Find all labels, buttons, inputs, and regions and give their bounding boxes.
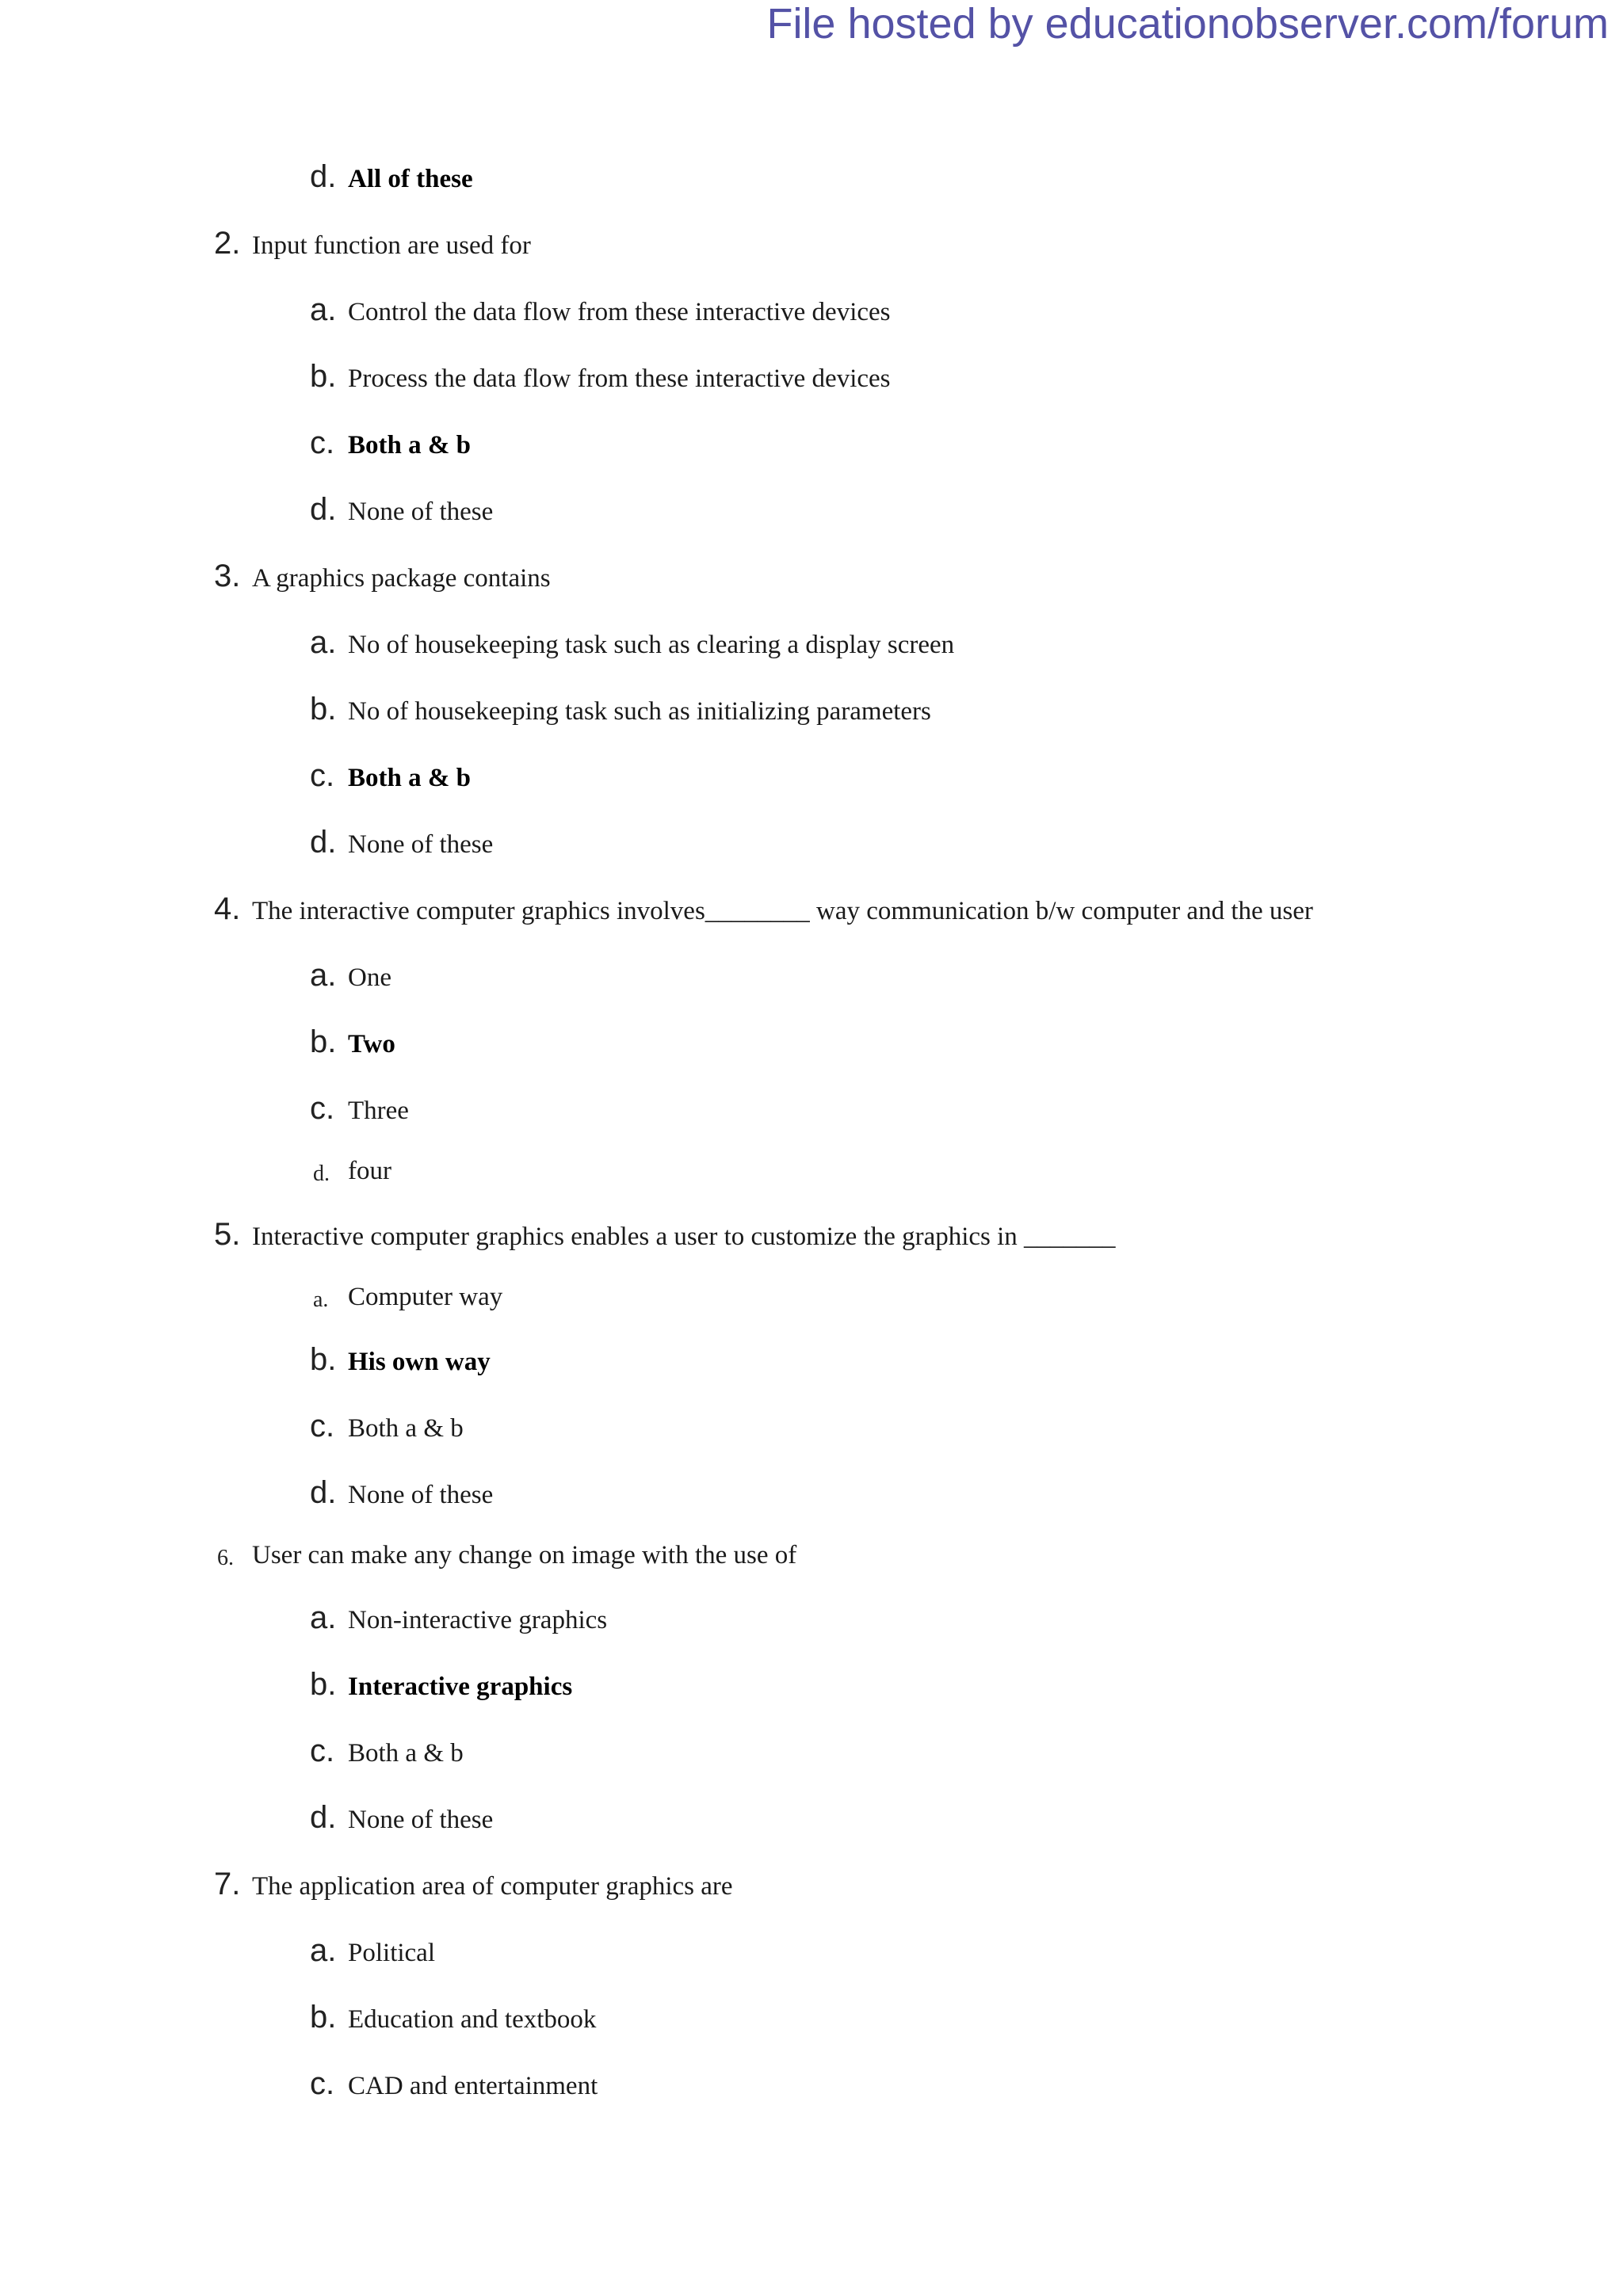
option-line (310, 758, 471, 794)
option-text: No of housekeeping task such as initializing parameters (348, 697, 931, 726)
option-text: No of housekeeping task such as clearing a display screen (348, 631, 955, 659)
question-text: Input function are used for (252, 231, 531, 260)
option-text: Education and textbook (348, 2005, 597, 2034)
watermark-text: File hosted by educationobserver.com/forum (766, 0, 1609, 48)
option-letter: c. (310, 2066, 335, 2101)
question-line (217, 1539, 797, 1571)
option-line (310, 359, 891, 395)
option-line (310, 625, 955, 661)
option-text: None of these (348, 1806, 494, 1834)
option-letter: c. (310, 1409, 335, 1444)
question-line (214, 559, 551, 594)
question-number: 5. (214, 1217, 241, 1252)
option-text: None of these (348, 498, 494, 526)
option-text: None of these (348, 830, 494, 859)
option-letter: b. (310, 692, 337, 727)
option-letter: a. (313, 1287, 329, 1312)
option-text: Non-interactive graphics (348, 1606, 608, 1634)
answer-option-text: His own way (348, 1348, 491, 1376)
option-line (310, 1475, 494, 1511)
option-line (313, 1155, 391, 1187)
option-line (310, 292, 891, 328)
option-line (310, 1024, 395, 1060)
option-line (310, 958, 391, 994)
option-line (310, 2066, 598, 2102)
question-line (214, 1867, 733, 1902)
question-line (214, 1217, 1116, 1253)
option-letter: a. (310, 292, 337, 327)
question-number: 7. (214, 1867, 241, 1901)
option-letter: a. (310, 625, 337, 660)
option-text: Both a & b (348, 1414, 464, 1443)
answer-option-text: All of these (348, 165, 473, 193)
option-line (310, 2000, 597, 2035)
option-text: Control the data flow from these interactive devices (348, 298, 891, 326)
question-line (214, 891, 1313, 927)
option-letter: c. (310, 425, 335, 460)
answer-option-text: Both a & b (348, 431, 471, 460)
option-letter: b. (310, 359, 337, 394)
option-line (310, 1667, 573, 1703)
option-line (310, 692, 931, 727)
answer-option-text: Both a & b (348, 764, 471, 792)
option-text: Political (348, 1939, 435, 1967)
option-text: Process the data flow from these interactive devices (348, 364, 891, 393)
option-letter: d. (310, 492, 337, 527)
option-text: Three (348, 1097, 409, 1125)
option-line (313, 1281, 503, 1313)
option-letter: a. (310, 958, 337, 993)
option-line (310, 1409, 464, 1444)
option-letter: c. (310, 758, 335, 793)
option-line (310, 1091, 409, 1127)
option-letter: c. (310, 1733, 335, 1768)
question-number: 6. (217, 1546, 234, 1570)
option-letter: d. (310, 1800, 337, 1835)
option-line (310, 1342, 491, 1378)
option-line (310, 1733, 464, 1769)
option-text: None of these (348, 1481, 494, 1509)
option-line (310, 825, 494, 860)
answer-option-text: Interactive graphics (348, 1672, 573, 1701)
question-text: The interactive computer graphics involves________ way communication b/w computer and the user (252, 897, 1313, 925)
option-letter: d. (310, 825, 337, 860)
option-letter: b. (310, 2000, 337, 2035)
question-text: The application area of computer graphics are (252, 1872, 733, 1901)
option-letter: b. (310, 1342, 337, 1377)
option-letter: b. (310, 1667, 337, 1702)
option-text: Computer way (348, 1283, 503, 1311)
option-line (310, 1600, 608, 1636)
option-text: One (348, 963, 391, 992)
question-line (214, 226, 531, 261)
answer-option-text: Two (348, 1030, 395, 1058)
option-letter: a. (310, 1933, 337, 1968)
option-line (310, 1933, 435, 1969)
option-text: four (348, 1157, 391, 1185)
option-line (310, 425, 471, 461)
question-text: A graphics package contains (252, 564, 551, 593)
option-letter: d. (310, 159, 337, 194)
question-text: Interactive computer graphics enables a user to customize the graphics in _______ (252, 1222, 1116, 1251)
question-number: 4. (214, 891, 241, 926)
option-letter: b. (310, 1024, 337, 1059)
option-letter: d. (313, 1161, 330, 1186)
option-letter: a. (310, 1600, 337, 1635)
question-number: 2. (214, 226, 241, 261)
option-letter: d. (310, 1475, 337, 1510)
option-line (310, 159, 473, 195)
option-text: Both a & b (348, 1739, 464, 1768)
question-number: 3. (214, 559, 241, 593)
option-line (310, 1800, 494, 1836)
question-text: User can make any change on image with the use of (252, 1541, 797, 1569)
option-text: CAD and entertainment (348, 2072, 598, 2100)
option-letter: c. (310, 1091, 335, 1126)
option-line (310, 492, 494, 528)
